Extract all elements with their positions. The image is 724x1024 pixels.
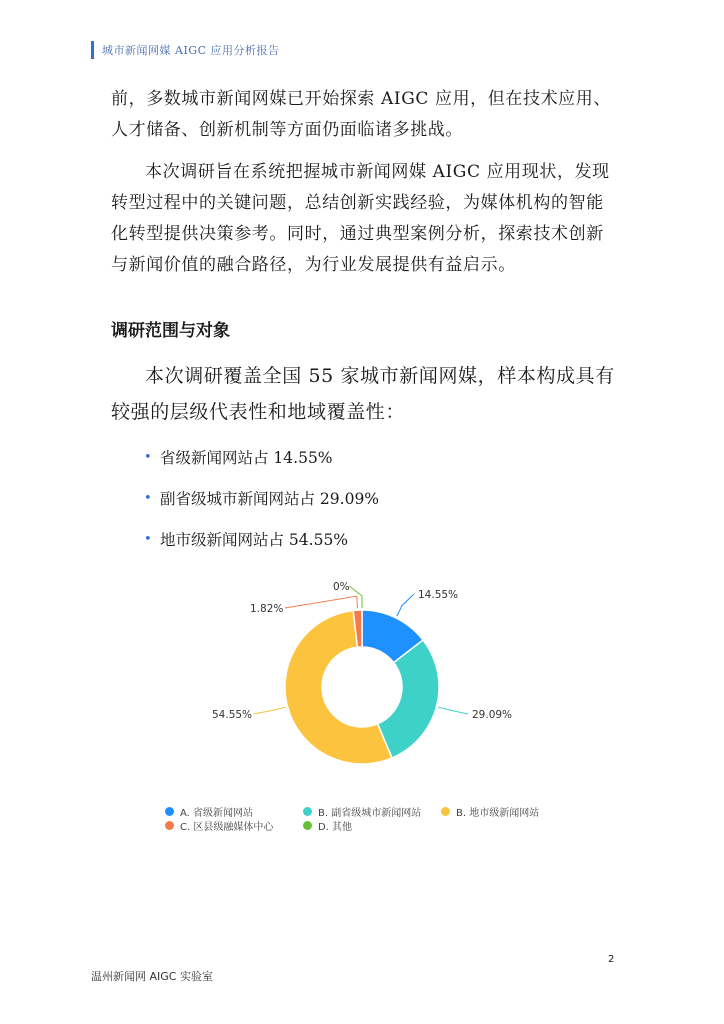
legend-item [303, 818, 352, 833]
legend-item [165, 804, 253, 819]
footer-org: 温州新闻网 AIGC 实验室 [91, 970, 213, 983]
legend-label: B. 副省级城市新闻网站 [318, 808, 422, 819]
legend-swatch [165, 807, 174, 816]
legend-label: B. 地市级新闻网站 [456, 808, 540, 819]
data-label: 1.82% [250, 603, 284, 615]
donut-chart-svg [150, 570, 580, 840]
legend-swatch [441, 807, 450, 816]
leader-line [285, 596, 357, 608]
bullet-dot-icon: • [144, 491, 152, 506]
leader-line [253, 707, 285, 714]
legend-label: C. 区县级融媒体中心 [180, 822, 274, 833]
page-header [91, 40, 280, 60]
legend-item [165, 818, 273, 833]
data-label: 54.55% [212, 709, 253, 721]
donut-chart [150, 570, 580, 840]
legend-swatch [303, 821, 312, 830]
scope-paragraph: 本次调研覆盖全国 55 家城市新闻网媒，样本构成具有较强的层级代表性和地域覆盖性： [111, 365, 615, 423]
header-accent-bar [91, 41, 94, 59]
legend-label: D. 其他 [318, 822, 353, 833]
bullet-dot-icon: • [144, 532, 152, 547]
intro-paragraph-continued: 前，多数城市新闻网媒已开始探索 AIGC 应用，但在技术应用、人才储备、创新机制等方面仍面临诸多挑战。 [111, 89, 611, 140]
data-label: 0% [333, 581, 350, 593]
section-heading: 调研范围与对象 [111, 321, 230, 341]
page-number: 2 [608, 954, 615, 965]
data-label: 14.55% [418, 589, 459, 601]
list-item: • 省级新闻网站占 14.55% [146, 444, 379, 485]
leader-line [397, 594, 414, 616]
sample-composition-list [146, 444, 379, 567]
legend-item [441, 804, 539, 819]
legend-swatch [165, 821, 174, 830]
legend-label: A. 省级新闻网站 [180, 808, 254, 819]
leader-line [438, 707, 468, 714]
pie-slice [378, 640, 439, 758]
list-item: • 副省级城市新闻网站占 29.09% [146, 485, 379, 526]
header-title: 城市新闻网媒 AIGC 应用分析报告 [102, 44, 280, 57]
list-item: • 地市级新闻网站占 54.55% [146, 526, 379, 567]
purpose-paragraph: 本次调研旨在系统把握城市新闻网媒 AIGC 应用现状，发现转型过程中的关键问题，总结创新实践经验，为媒体机构的智能化转型提供决策参考。同时，通过典型案例分析，探索技术创新与新闻价值的融合路径，为行业发展提供有益启示。 [111, 162, 610, 275]
legend-item [303, 804, 421, 819]
legend-swatch [303, 807, 312, 816]
data-label: 29.09% [472, 709, 513, 721]
bullet-dot-icon: • [144, 450, 152, 465]
